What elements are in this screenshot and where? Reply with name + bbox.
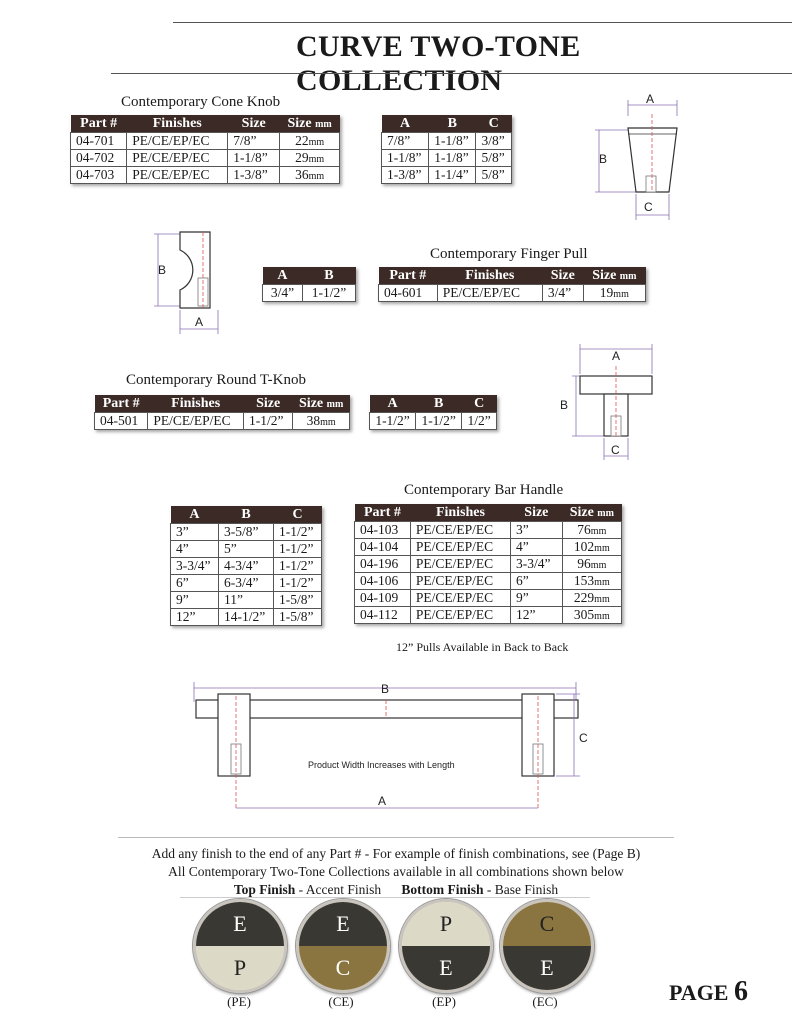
table-row [355, 607, 622, 624]
table-row [370, 413, 497, 430]
finish-cell: PE/CE/EP/EC [127, 167, 228, 184]
col-part: Part # [71, 115, 127, 133]
table-row [355, 573, 622, 590]
mm-cell: 96mm [562, 556, 621, 573]
cone-knob-caption: Contemporary Cone Knob [121, 94, 281, 110]
finish-cell: PE/CE/EP/EC [410, 607, 510, 624]
part-cell: 04-104 [355, 539, 411, 556]
dim-cell: 1-3/8” [382, 167, 429, 184]
finish-cell: PE/CE/EP/EC [148, 413, 244, 430]
dim-cell: 3-3/4” [171, 558, 219, 575]
table-row [355, 539, 622, 556]
col-size: Size [228, 115, 280, 133]
col-size: Size [542, 267, 583, 285]
finish-info [0, 845, 792, 899]
dim-label-c: C [611, 443, 620, 457]
finger-pull-diagram [154, 228, 224, 336]
table-row [95, 413, 350, 430]
col-size: Size [511, 504, 563, 522]
bar-handle-diagram [190, 676, 610, 816]
swatch-top: E [196, 902, 284, 946]
round-t-knob-caption: Contemporary Round T-Knob [126, 372, 306, 388]
col-part: Part # [95, 395, 148, 413]
dim-label-a: A [195, 315, 204, 329]
table-row [382, 133, 512, 150]
dim-cell: 12” [171, 609, 219, 626]
table-row [171, 558, 322, 575]
table-row [171, 575, 322, 592]
col-c: C [274, 506, 322, 524]
part-cell: 04-106 [355, 573, 411, 590]
mm-cell: 22mm [280, 133, 340, 150]
table-row [171, 524, 322, 541]
dim-cell: 3/8” [476, 133, 512, 150]
dim-cell: 1-1/2” [370, 413, 416, 430]
dim-cell: 11” [218, 592, 273, 609]
finish-info-line1: Add any finish to the end of any Part # - For example of finish combinations, see (Page B) [151, 846, 641, 861]
col-a: A [370, 395, 416, 413]
dim-cell: 1-1/2” [274, 558, 322, 575]
mm-cell: 19mm [583, 285, 645, 302]
table-row [382, 150, 512, 167]
col-size-mm: Size mm [293, 395, 350, 413]
col-size-mm: Size mm [583, 267, 645, 285]
col-finishes: Finishes [127, 115, 228, 133]
col-c: C [462, 395, 497, 413]
dim-label-c: C [644, 200, 653, 214]
size-cell: 4” [511, 539, 563, 556]
size-cell: 7/8” [228, 133, 280, 150]
dim-cell: 9” [171, 592, 219, 609]
swatch-bottom: C [299, 946, 387, 990]
mm-cell: 36mm [280, 167, 340, 184]
table-row [171, 609, 322, 626]
col-finishes: Finishes [410, 504, 510, 522]
size-cell: 3-3/4” [511, 556, 563, 573]
finish-cell: PE/CE/EP/EC [437, 285, 542, 302]
table-row [171, 541, 322, 558]
size-cell: 9” [511, 590, 563, 607]
swatch-bottom: E [402, 946, 490, 990]
page-number-value: 6 [733, 976, 748, 1007]
swatch-label-ep: (EP) [432, 994, 456, 1009]
swatch-top: E [299, 902, 387, 946]
finger-pull-table [378, 267, 646, 302]
size-cell: 3” [511, 522, 563, 539]
col-a: A [382, 115, 429, 133]
finish-divider [118, 837, 674, 838]
part-cell: 04-701 [71, 133, 127, 150]
table-row [382, 167, 512, 184]
part-cell: 04-196 [355, 556, 411, 573]
swatch-label-pe: (PE) [227, 994, 251, 1009]
cone-knob-diagram [590, 92, 680, 224]
dim-cell: 1/2” [462, 413, 497, 430]
size-cell: 6” [511, 573, 563, 590]
col-finishes: Finishes [148, 395, 244, 413]
dim-cell: 1-1/2” [274, 575, 322, 592]
dim-cell: 7/8” [382, 133, 429, 150]
part-cell: 04-703 [71, 167, 127, 184]
dim-cell: 1-1/4” [429, 167, 476, 184]
col-b: B [429, 115, 476, 133]
dim-cell: 1-1/2” [274, 541, 322, 558]
finish-cell: PE/CE/EP/EC [410, 573, 510, 590]
dim-cell: 1-5/8” [274, 592, 322, 609]
mm-cell: 29mm [280, 150, 340, 167]
finish-cell: PE/CE/EP/EC [410, 539, 510, 556]
mm-cell: 153mm [562, 573, 621, 590]
dim-cell: 3-5/8” [218, 524, 273, 541]
dim-cell: 5/8” [476, 150, 512, 167]
dim-cell: 3/4” [263, 285, 303, 302]
dim-label-c: C [579, 731, 588, 745]
bar-handle-table [354, 504, 622, 624]
finish-cell: PE/CE/EP/EC [410, 590, 510, 607]
part-cell: 04-601 [379, 285, 438, 302]
round-t-knob-diagram [556, 344, 656, 462]
dim-label-a: A [612, 349, 621, 363]
finger-pull-caption: Contemporary Finger Pull [430, 246, 588, 262]
dim-label-b: B [158, 263, 167, 277]
bottom-finish-label: Bottom Finish [401, 882, 484, 897]
dim-cell: 1-1/8” [429, 150, 476, 167]
swatch-ec [500, 899, 594, 993]
table-row [355, 590, 622, 607]
dim-cell: 6-3/4” [218, 575, 273, 592]
dim-cell: 1-1/2” [416, 413, 462, 430]
finish-divider-lower [180, 897, 590, 898]
finger-pull-dim-table [262, 267, 356, 302]
table-row [355, 556, 622, 573]
table-row [71, 133, 340, 150]
col-b: B [218, 506, 273, 524]
swatch-bottom: P [196, 946, 284, 990]
col-c: C [476, 115, 512, 133]
finish-cell: PE/CE/EP/EC [410, 556, 510, 573]
header-rule-top [173, 22, 792, 23]
col-a: A [171, 506, 219, 524]
dim-label-b: B [599, 152, 608, 166]
table-row [355, 522, 622, 539]
col-part: Part # [355, 504, 411, 522]
finish-cell: PE/CE/EP/EC [127, 150, 228, 167]
dim-cell: 3” [171, 524, 219, 541]
size-cell: 3/4” [542, 285, 583, 302]
top-finish-label: Top Finish [233, 882, 296, 897]
col-size-mm: Size mm [280, 115, 340, 133]
dim-cell: 1-1/8” [382, 150, 429, 167]
size-cell: 1-1/2” [244, 413, 293, 430]
swatch-top: P [402, 902, 490, 946]
swatch-label-ce: (CE) [328, 994, 354, 1009]
mm-cell: 38mm [293, 413, 350, 430]
finish-cell: PE/CE/EP/EC [410, 522, 510, 539]
dim-cell: 4” [171, 541, 219, 558]
col-a: A [263, 267, 303, 285]
finish-cell: PE/CE/EP/EC [127, 133, 228, 150]
part-cell: 04-702 [71, 150, 127, 167]
table-row [379, 285, 646, 302]
dim-label-b: B [560, 398, 569, 412]
col-size: Size [244, 395, 293, 413]
dim-cell: 4-3/4” [218, 558, 273, 575]
size-cell: 12” [511, 607, 563, 624]
finish-info-line2: All Contemporary Two-Tone Collections available in all combinations shown below [168, 864, 624, 879]
swatch-label-ec: (EC) [532, 994, 558, 1009]
table-row [263, 285, 356, 302]
dim-cell: 6” [171, 575, 219, 592]
swatch-ce [296, 899, 390, 993]
part-cell: 04-501 [95, 413, 148, 430]
page-label: PAGE [669, 980, 729, 1005]
round-t-knob-table [94, 395, 350, 430]
table-row [71, 167, 340, 184]
mm-cell: 102mm [562, 539, 621, 556]
dim-cell: 1-1/2” [274, 524, 322, 541]
bar-handle-dim-table [170, 506, 322, 626]
mm-cell: 305mm [562, 607, 621, 624]
round-t-knob-dim-table [369, 395, 497, 430]
dim-label-a: A [378, 794, 387, 808]
cone-knob-table [70, 115, 340, 184]
part-cell: 04-109 [355, 590, 411, 607]
bottom-finish-value: - Base Finish [483, 882, 559, 897]
swatch-top: C [503, 902, 591, 946]
col-b: B [302, 267, 355, 285]
dim-cell: 1-1/8” [429, 133, 476, 150]
dim-cell: 14-1/2” [218, 609, 273, 626]
col-size-mm: Size mm [562, 504, 621, 522]
col-finishes: Finishes [437, 267, 542, 285]
dim-cell: 5” [218, 541, 273, 558]
table-row [171, 592, 322, 609]
bar-handle-note: 12” Pulls Available in Back to Back [396, 640, 569, 654]
dim-cell: 1-5/8” [274, 609, 322, 626]
dim-cell: 5/8” [476, 167, 512, 184]
col-b: B [416, 395, 462, 413]
part-cell: 04-103 [355, 522, 411, 539]
diagram-note: Product Width Increases with Length [308, 760, 455, 770]
swatch-bottom: E [503, 946, 591, 990]
table-row [71, 150, 340, 167]
bar-handle-caption: Contemporary Bar Handle [404, 482, 564, 498]
mm-cell: 76mm [562, 522, 621, 539]
mm-cell: 229mm [562, 590, 621, 607]
part-cell: 04-112 [355, 607, 411, 624]
swatch-pe [193, 899, 287, 993]
page-title: CURVE TWO-TONE COLLECTION [296, 30, 581, 97]
top-finish-value: - Accent Finish [295, 882, 382, 897]
dim-label-a: A [646, 92, 655, 106]
cone-knob-dim-table [381, 115, 512, 184]
col-part: Part # [379, 267, 438, 285]
header-rule-bottom [111, 73, 792, 74]
dim-label-b: B [381, 682, 390, 696]
dim-cell: 1-1/2” [302, 285, 355, 302]
size-cell: 1-3/8” [228, 167, 280, 184]
swatch-ep [399, 899, 493, 993]
size-cell: 1-1/8” [228, 150, 280, 167]
page-number [669, 976, 748, 1008]
